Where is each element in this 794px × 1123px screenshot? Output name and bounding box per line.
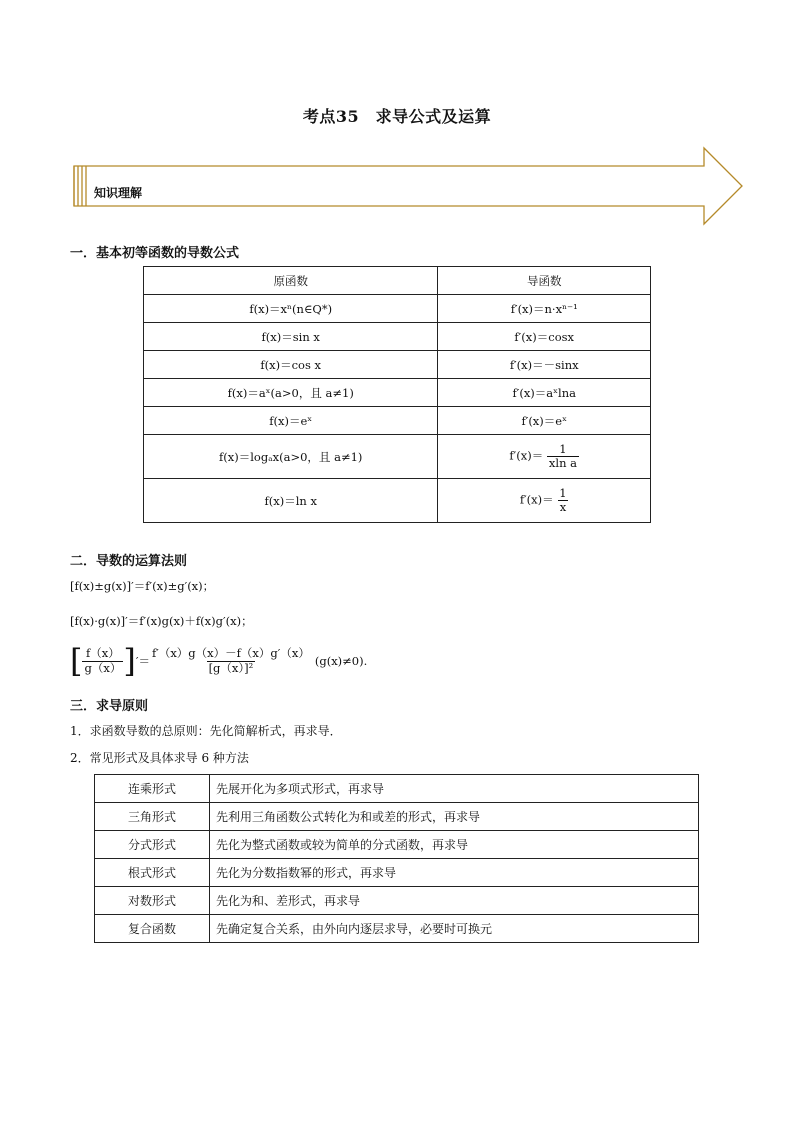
derivative-prefix: f′(x)＝ — [519, 492, 554, 507]
cell-derivative — [438, 479, 651, 523]
product-rule: [f(x)·g(x)]′＝f′(x)g(x)＋f(x)g′(x)； — [70, 614, 253, 628]
method-cell: 先确定复合关系，由外向内逐层求导，必要时可换元 — [210, 915, 699, 943]
fraction-denominator: xln a — [548, 456, 577, 470]
derivative-formula-table — [143, 266, 651, 523]
form-cell: 复合函数 — [95, 915, 210, 943]
prime-equals: ′＝ — [135, 654, 150, 668]
table-row — [95, 887, 699, 915]
quotient-fraction — [150, 647, 312, 674]
inner-denominator: g（x） — [84, 660, 122, 675]
method-cell: 先化为整式函数或较为简单的分式函数，再求导 — [210, 831, 699, 859]
principle-item-1: 1．求函数导数的总原则：先化简解析式，再求导． — [70, 724, 342, 738]
cell-derivative: f′(x)＝－sinx — [438, 351, 651, 379]
method-cell: 先化为和、差形式，再求导 — [210, 887, 699, 915]
form-cell: 三角形式 — [95, 803, 210, 831]
fraction — [547, 443, 579, 470]
table-row — [95, 831, 699, 859]
section1-heading: 一．基本初等函数的导数公式 — [70, 246, 240, 261]
method-table — [94, 774, 699, 943]
method-cell: 先化为分数指数幂的形式，再求导 — [210, 859, 699, 887]
page-title: 考点35 求导公式及运算 — [302, 107, 492, 126]
cell-original: f(x)＝eˣ — [144, 407, 438, 435]
inner-numerator: f（x） — [86, 646, 120, 661]
right-bracket: ] — [123, 642, 136, 680]
table-row — [144, 379, 651, 407]
method-cell: 先展开化为多项式形式，再求导 — [210, 775, 699, 803]
section3-heading: 三．求导原则 — [70, 699, 149, 714]
table-row — [144, 351, 651, 379]
form-cell: 连乘形式 — [95, 775, 210, 803]
banner-label: 知识理解 — [94, 186, 143, 200]
fraction — [557, 487, 568, 514]
cell-derivative: f′(x)＝aˣlna — [438, 379, 651, 407]
cell-original: f(x)＝xⁿ(n∈Q*) — [144, 295, 438, 323]
principle-item-2: 2．常见形式及具体求导 6 种方法 — [70, 751, 249, 765]
header-original: 原函数 — [144, 267, 438, 295]
form-cell: 分式形式 — [95, 831, 210, 859]
cell-original: f(x)＝aˣ(a>0，且 a≠1) — [144, 379, 438, 407]
table-row — [95, 859, 699, 887]
cell-derivative: f′(x)＝n·xⁿ⁻¹ — [438, 295, 651, 323]
table-header-row — [144, 267, 651, 295]
fraction-numerator: 1 — [559, 485, 567, 500]
cell-original: f(x)＝sin x — [144, 323, 438, 351]
table-row — [144, 323, 651, 351]
quotient-rule — [70, 642, 368, 680]
cell-derivative: f′(x)＝eˣ — [438, 407, 651, 435]
cell-original: f(x)＝logₐx(a>0，且 a≠1) — [144, 435, 438, 479]
quotient-numerator: f′（x）g（x）－f（x）g′（x） — [151, 646, 310, 661]
table-row — [144, 479, 651, 523]
inner-fraction — [82, 647, 123, 674]
banner-arrow — [66, 146, 746, 228]
condition: (g(x)≠0). — [314, 654, 368, 668]
table-row — [144, 295, 651, 323]
sum-rule: [f(x)±g(x)]′＝f′(x)±g′(x)； — [70, 579, 215, 593]
fraction-numerator: 1 — [559, 441, 567, 456]
header-derivative: 导函数 — [438, 267, 651, 295]
quotient-denominator: [g（x）]² — [208, 660, 254, 675]
fraction-denominator: x — [559, 500, 567, 514]
table-row — [144, 407, 651, 435]
form-cell: 对数形式 — [95, 887, 210, 915]
cell-derivative: f′(x)＝cosx — [438, 323, 651, 351]
form-cell: 根式形式 — [95, 859, 210, 887]
derivative-prefix: f′(x)＝ — [509, 448, 544, 463]
table-row — [95, 803, 699, 831]
left-bracket: [ — [70, 642, 83, 680]
table-row — [95, 775, 699, 803]
cell-derivative — [438, 435, 651, 479]
table-row — [95, 915, 699, 943]
table-row — [144, 435, 651, 479]
cell-original: f(x)＝cos x — [144, 351, 438, 379]
cell-original: f(x)＝ln x — [144, 479, 438, 523]
section2-heading: 二．导数的运算法则 — [70, 554, 188, 569]
method-cell: 先利用三角函数公式转化为和或差的形式，再求导 — [210, 803, 699, 831]
